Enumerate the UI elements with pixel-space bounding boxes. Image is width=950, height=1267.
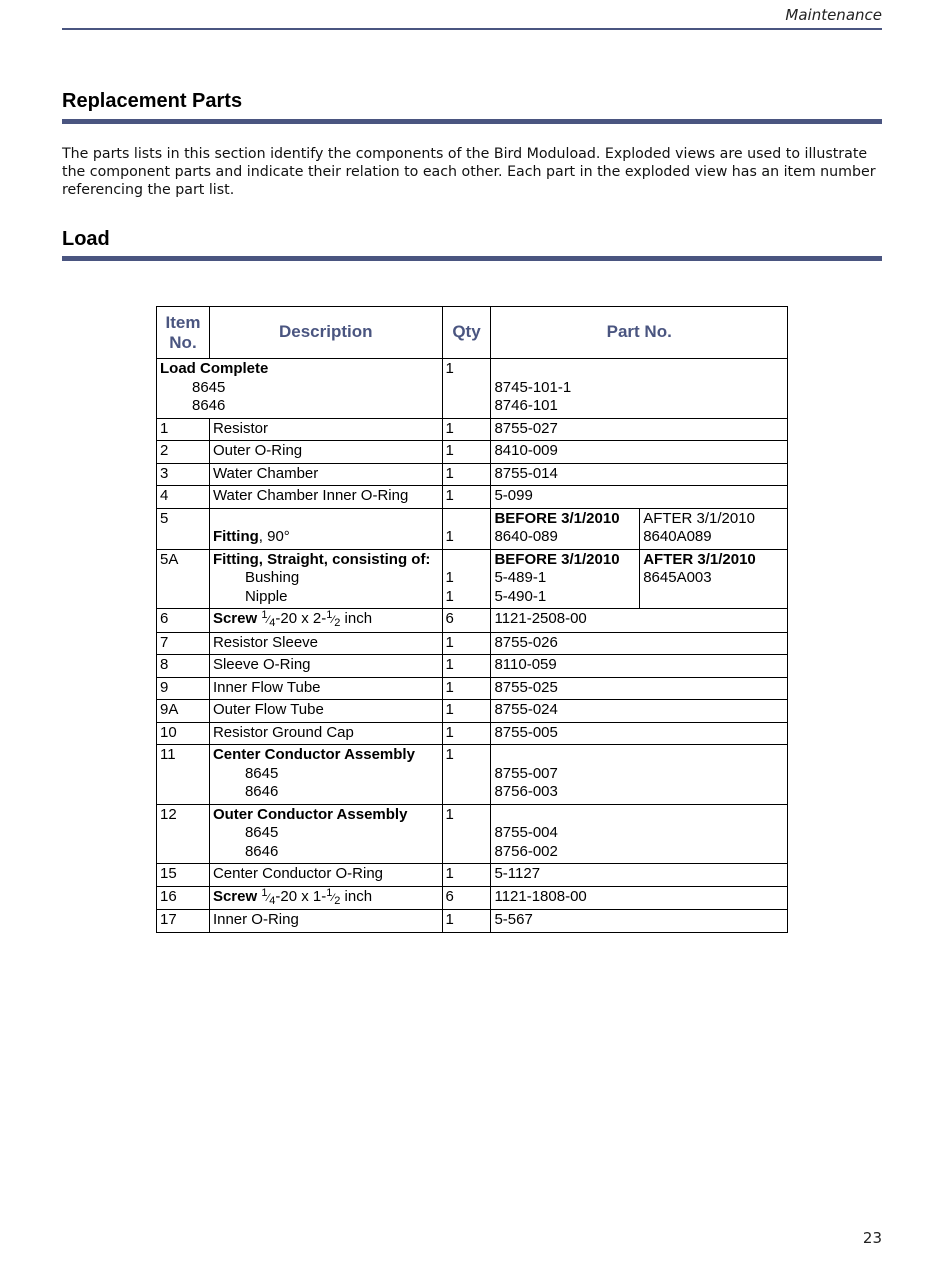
desc-cell [209, 549, 442, 609]
item-cell: 15 [157, 864, 210, 887]
desc-bold: Center Conductor Assembly [212, 746, 415, 763]
part-number: 8746-101 [494, 397, 558, 414]
header-item-no: Item No. [157, 307, 210, 359]
desc-cell [209, 745, 442, 805]
part-after-cell [640, 508, 788, 549]
fraction-numerator: 1 [326, 886, 333, 899]
table-row [157, 486, 788, 509]
desc-cell [209, 508, 442, 549]
qty-cell: 1 [442, 632, 491, 655]
before-label: BEFORE 3/1/2010 [494, 550, 620, 568]
table-row [157, 722, 788, 745]
item-cell: 6 [157, 609, 210, 633]
part-number: 5-490-1 [494, 587, 547, 605]
part-cell [491, 745, 788, 805]
qty-cell [442, 549, 491, 609]
desc-mid: -20 x 2- [275, 610, 327, 627]
qty-cell: 6 [442, 886, 491, 910]
qty-value: 1 [445, 587, 454, 605]
qty-cell: 1 [442, 700, 491, 723]
desc-tail: inch [340, 610, 373, 627]
part-cell: 5-1127 [491, 864, 788, 887]
part-number: 8640-089 [494, 528, 558, 545]
table-row [157, 609, 788, 633]
fraction: 1⁄4 [261, 609, 276, 629]
model-number: 8645 [192, 378, 226, 396]
table-row [157, 700, 788, 723]
parts-table [156, 306, 788, 933]
part-cell: 8755-026 [491, 632, 788, 655]
part-number: 8756-003 [494, 783, 558, 800]
table-row [157, 910, 788, 933]
qty-cell: 1 [442, 655, 491, 678]
desc-tail: inch [340, 887, 373, 905]
item-cell: 11 [157, 745, 210, 805]
header-part-no: Part No. [491, 307, 788, 359]
model-number: 8646 [244, 842, 279, 860]
part-number: 8745-101-1 [494, 378, 572, 396]
table-row [157, 804, 788, 864]
qty-value: 1 [445, 528, 454, 545]
desc-rest: , 90° [258, 528, 290, 545]
desc-cell: Center Conductor O-Ring [209, 864, 442, 887]
desc-bold: Screw [212, 887, 258, 905]
running-header: Maintenance [785, 6, 882, 24]
section-title-replacement-parts: Replacement Parts [62, 90, 243, 112]
desc-cell: Water Chamber [209, 463, 442, 486]
qty-cell: 1 [442, 463, 491, 486]
part-number: 8640A089 [643, 528, 712, 545]
section-rule [62, 119, 882, 124]
part-cell: 8755-005 [491, 722, 788, 745]
qty-cell: 1 [442, 910, 491, 933]
item-cell: 4 [157, 486, 210, 509]
qty-cell: 1 [442, 359, 491, 419]
table-row [157, 508, 788, 549]
desc-cell: Outer Flow Tube [209, 700, 442, 723]
item-cell: 1 [157, 418, 210, 441]
table-row [157, 418, 788, 441]
model-number: 8645 [244, 764, 279, 782]
header-qty: Qty [442, 307, 491, 359]
fraction: 1⁄4 [261, 886, 276, 907]
item-cell: 16 [157, 886, 210, 910]
part-cell: 5-567 [491, 910, 788, 933]
qty-cell: 1 [442, 677, 491, 700]
item-cell: 9 [157, 677, 210, 700]
sub-part: Bushing [244, 569, 300, 586]
desc-bold: Fitting, Straight, consisting of: [212, 550, 431, 568]
desc-cell: Sleeve O-Ring [209, 655, 442, 678]
qty-cell: 1 [442, 418, 491, 441]
header-rule [62, 28, 882, 30]
desc-cell [209, 609, 442, 633]
fraction-numerator: 1 [261, 609, 268, 621]
desc-cell: Inner O-Ring [209, 910, 442, 933]
part-number: 8755-007 [494, 764, 558, 782]
table-row [157, 864, 788, 887]
load-complete-desc [157, 359, 443, 419]
model-number: 8646 [192, 397, 226, 414]
page-number: 23 [862, 1229, 882, 1247]
item-cell: 12 [157, 804, 210, 864]
load-complete-label: Load Complete [160, 360, 269, 377]
part-cell: 5-099 [491, 486, 788, 509]
table-header-row [157, 307, 788, 359]
fraction-denominator: 2 [334, 894, 341, 907]
qty-cell: 1 [442, 486, 491, 509]
part-cell [491, 359, 788, 419]
qty-value: 1 [445, 569, 454, 586]
part-cell: 1121-2508-00 [491, 609, 788, 633]
table-row [157, 549, 788, 609]
desc-mid: -20 x 1- [275, 887, 327, 905]
table-row [157, 441, 788, 464]
part-before-cell [491, 508, 640, 549]
part-cell: 8755-014 [491, 463, 788, 486]
after-label: AFTER 3/1/2010 [643, 550, 756, 568]
fraction: 1⁄2 [326, 609, 341, 629]
part-cell: 8755-027 [491, 418, 788, 441]
table-row [157, 463, 788, 486]
section-rule [62, 256, 882, 261]
fraction: 1⁄2 [326, 886, 341, 907]
table-row [157, 632, 788, 655]
qty-cell: 1 [442, 804, 491, 864]
qty-cell: 1 [442, 864, 491, 887]
part-cell [491, 804, 788, 864]
fraction-numerator: 1 [326, 609, 333, 621]
part-number: 5-489-1 [494, 569, 547, 586]
desc-cell: Outer O-Ring [209, 441, 442, 464]
desc-cell: Resistor Ground Cap [209, 722, 442, 745]
section-title-load: Load [62, 228, 110, 250]
part-number: 8755-004 [494, 824, 558, 841]
table-row [157, 886, 788, 910]
part-cell: 8110-059 [491, 655, 788, 678]
table-row [157, 745, 788, 805]
part-before-cell [491, 549, 640, 609]
qty-cell: 6 [442, 609, 491, 633]
desc-cell [209, 886, 442, 910]
desc-cell [209, 804, 442, 864]
fraction-denominator: 2 [334, 617, 341, 629]
fraction-denominator: 4 [269, 894, 276, 907]
item-cell: 8 [157, 655, 210, 678]
part-cell: 8410-009 [491, 441, 788, 464]
sub-part: Nipple [244, 587, 288, 605]
desc-cell: Water Chamber Inner O-Ring [209, 486, 442, 509]
part-number: 8645A003 [643, 569, 712, 586]
qty-cell: 1 [442, 745, 491, 805]
part-cell: 8755-024 [491, 700, 788, 723]
fraction-numerator: 1 [261, 886, 268, 899]
desc-cell: Resistor [209, 418, 442, 441]
desc-bold: Outer Conductor Assembly [212, 805, 408, 823]
after-label: AFTER 3/1/2010 [643, 509, 755, 527]
model-number: 8645 [244, 824, 279, 841]
item-cell: 17 [157, 910, 210, 933]
qty-cell: 1 [442, 441, 491, 464]
model-number: 8646 [244, 783, 279, 800]
fraction-denominator: 4 [269, 617, 276, 629]
part-cell: 8755-025 [491, 677, 788, 700]
table-row [157, 655, 788, 678]
desc-bold: Screw [212, 610, 258, 627]
part-number: 8756-002 [494, 842, 558, 860]
before-label: BEFORE 3/1/2010 [494, 509, 620, 527]
item-cell: 7 [157, 632, 210, 655]
part-after-cell [640, 549, 788, 609]
desc-cell: Inner Flow Tube [209, 677, 442, 700]
part-cell: 1121-1808-00 [491, 886, 788, 910]
table-row [157, 677, 788, 700]
item-cell: 5 [157, 508, 210, 549]
item-cell: 2 [157, 441, 210, 464]
item-cell: 5A [157, 549, 210, 609]
desc-cell: Resistor Sleeve [209, 632, 442, 655]
header-description: Description [209, 307, 442, 359]
table-row-load-complete [157, 359, 788, 419]
qty-cell [442, 508, 491, 549]
item-cell: 3 [157, 463, 210, 486]
desc-bold: Fitting [212, 528, 259, 545]
item-cell: 10 [157, 722, 210, 745]
intro-paragraph: The parts lists in this section identify the components of the Bird Moduload. Exploded views are used to illustrate the component parts and indicate their relation to each other. Each part in the exploded view has an item number referencing the part list. [62, 146, 876, 198]
qty-cell: 1 [442, 722, 491, 745]
item-cell: 9A [157, 700, 210, 723]
